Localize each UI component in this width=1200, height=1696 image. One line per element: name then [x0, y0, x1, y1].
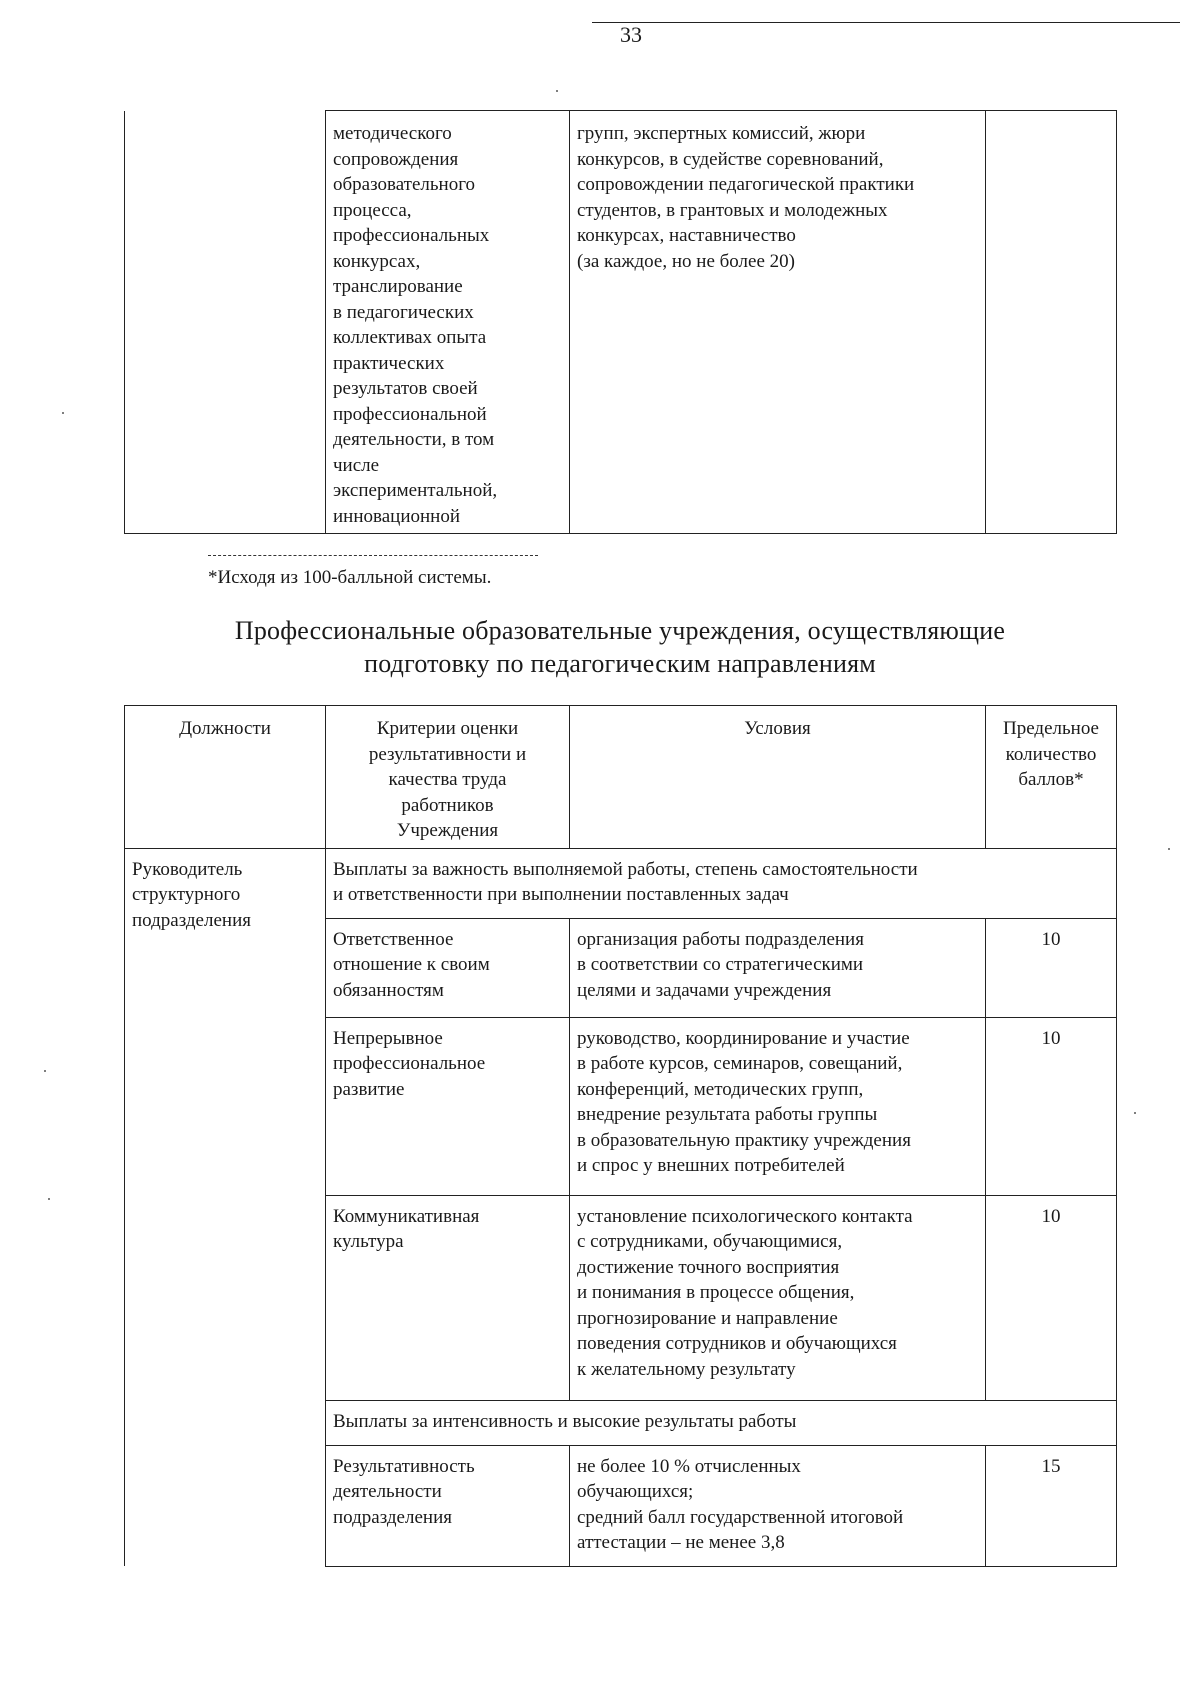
group-row — [125, 848, 1117, 918]
table-header-row — [125, 706, 1117, 849]
position-name-cell: Руководитель структурного подразделения — [125, 848, 326, 1566]
header-criteria: Критерии оценки результативности и качества труда работников Учреждения — [326, 706, 570, 849]
criterion-cell: Непрерывное профессиональное развитие — [326, 1017, 570, 1195]
criteria-table — [124, 705, 1117, 1567]
points-cell — [986, 111, 1117, 534]
criteria-cell: методического сопровождения образовательного процесса, профессиональных конкурсах, транслирование в педагогических коллективах опыта практических результатов своей профессиональной деятельности, в том числе экспериментальной, инновационной — [326, 111, 570, 534]
condition-cell: организация работы подразделения в соответствии со стратегическими целями и задачами учреждения — [570, 918, 986, 1017]
scan-speck — [1134, 1112, 1136, 1114]
points-value: 10 — [986, 918, 1117, 1017]
table-row — [125, 111, 1117, 534]
footnote: *Исходя из 100-балльной системы. — [208, 567, 492, 588]
header-position: Должности — [125, 706, 326, 849]
scan-speck — [1168, 848, 1170, 850]
page-number: 33 — [620, 22, 642, 47]
continuation-table — [124, 110, 1117, 534]
points-value: 10 — [986, 1195, 1117, 1400]
criterion-cell: Коммуникативная культура — [326, 1195, 570, 1400]
header-conditions: Условия — [570, 706, 986, 849]
scan-speck — [62, 412, 64, 414]
group-title-2: Выплаты за интенсивность и высокие результаты работы — [326, 1400, 1117, 1445]
points-value: 15 — [986, 1445, 1117, 1566]
position-cell-empty — [125, 111, 326, 534]
criterion-cell: Результативность деятельности подразделения — [326, 1445, 570, 1566]
scan-speck — [556, 90, 558, 92]
section-title: Профессиональные образовательные учреждения, осуществляющие подготовку по педагогическим направлениям — [234, 616, 1006, 678]
scan-speck — [44, 1070, 46, 1072]
points-value: 10 — [986, 1017, 1117, 1195]
condition-cell: руководство, координирование и участие в работе курсов, семинаров, совещаний, конференций, методических групп, внедрение результата работы группы в образовательную практику учреждения и спрос у внешних потребителей — [570, 1017, 986, 1195]
header-points: Предельное количество баллов* — [986, 706, 1117, 849]
criterion-cell: Ответственное отношение к своим обязанностям — [326, 918, 570, 1017]
scan-speck — [48, 1198, 50, 1200]
header-rule — [592, 22, 1180, 23]
condition-cell: не более 10 % отчисленных обучающихся; средний балл государственной итоговой аттестации – не менее 3,8 — [570, 1445, 986, 1566]
conditions-cell: групп, экспертных комиссий, жюри конкурсов, в судействе соревнований, сопровождении педагогической практики студентов, в грантовых и молодежных конкурсах, наставничество (за каждое, но не более 20) — [570, 111, 986, 534]
condition-cell: установление психологического контакта с сотрудниками, обучающимися, достижение точного восприятия и понимания в процессе общения, прогнозирование и направление поведения сотрудников и обучающихся к желательному результату — [570, 1195, 986, 1400]
group-title-1: Выплаты за важность выполняемой работы, степень самостоятельности и ответственности при выполнении поставленных задач — [326, 848, 1117, 918]
footnote-divider — [208, 555, 538, 556]
